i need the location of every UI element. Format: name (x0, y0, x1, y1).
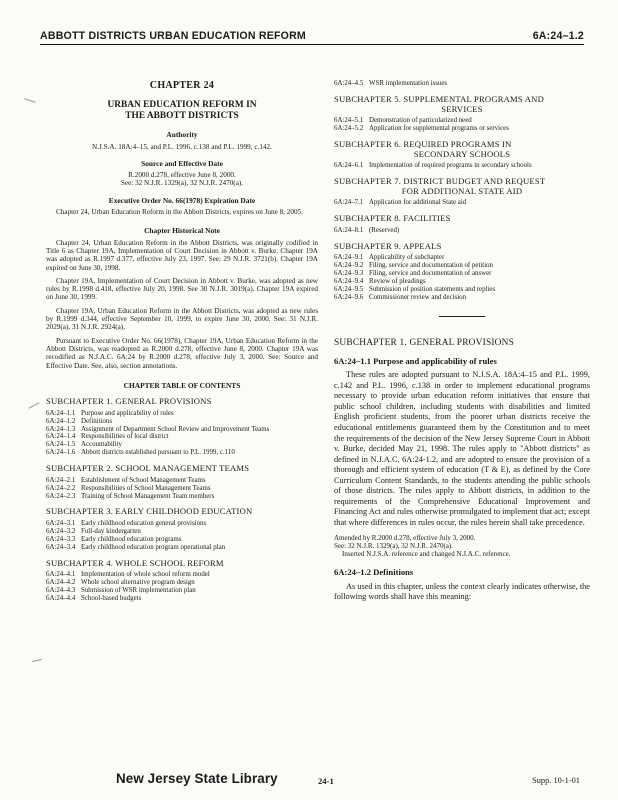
source-heading: Source and Effective Date (141, 158, 223, 168)
section-1-2-heading: 6A:24–1.2 Definitions (334, 567, 414, 578)
section-1-1-heading: 6A:24–1.1 Purpose and applicability of rules (334, 355, 497, 366)
history-line-1: Amended by R.2000 d.278, effective July 3, 2000. (334, 534, 476, 543)
toc-subchapter-7-line-2: FOR ADDITIONAL STATE AID (401, 185, 523, 196)
toc-subchapter-3: SUBCHAPTER 3. EARLY CHILDHOOD EDUCATION (46, 506, 253, 517)
toc-item[interactable]: 6A:24–1.1 Purpose and applicability of rules (46, 409, 174, 417)
authority-heading: Authority (166, 130, 198, 140)
chapter-title-line-2: THE ABBOTT DISTRICTS (125, 111, 239, 122)
toc-item[interactable]: 6A:24–2.2 Responsibilities of School Management Teams (46, 484, 211, 492)
toc-item[interactable]: 6A:24–1.4 Responsibilities of local district (46, 433, 169, 441)
toc-subchapter-6-line-2: SECONDARY SCHOOLS (413, 148, 511, 159)
toc-subchapter-4: SUBCHAPTER 4. WHOLE SCHOOL REFORM (46, 557, 224, 568)
historical-note-heading: Chapter Historical Note (144, 226, 220, 236)
toc-subchapter-6 (334, 140, 590, 159)
toc-subchapter-1: SUBCHAPTER 1. GENERAL PROVISIONS (46, 396, 212, 407)
toc-list-subchapter-5 (334, 117, 590, 133)
table-of-contents-heading: CHAPTER TABLE OF CONTENTS (123, 380, 241, 390)
toc-subchapter-7 (334, 177, 590, 196)
header-section-number: 6A:24–1.2 (532, 30, 584, 42)
toc-list-subchapter-1 (46, 410, 318, 457)
toc-item[interactable]: 6A:24–2.3 Training of School Management Team members (46, 492, 215, 500)
source-line-2: See: 32 N.J.R. 1329(a), 32 N.J.R. 2470(a). (120, 179, 244, 188)
library-stamp: New Jersey State Library (116, 771, 278, 786)
section-divider (439, 316, 485, 317)
history-line-2: See: 32 N.J.R. 1329(a), 32 N.J.R. 2470(a). (334, 542, 453, 551)
section-1-2-body: As used in this chapter, unless the context clearly indicates otherwise, the following words shall have this meaning: (334, 581, 590, 602)
history-line-3: Inserted N.J.S.A. reference and changed N.J.A.C. reference. (342, 550, 511, 559)
toc-item[interactable]: 6A:24–5.1 Demonstration of particularized need (334, 117, 472, 125)
toc-item[interactable]: 6A:24–9.4 Review of pleadings (334, 277, 426, 285)
toc-item[interactable]: 6A:24–9.3 Filing, service and documentation of answer (334, 270, 492, 277)
toc-item[interactable]: 6A:24–1.3 Assignment of Department School Review and Improvement Teams (46, 425, 270, 433)
toc-list-subchapter-4 (46, 571, 318, 603)
toc-item[interactable]: 6A:24–1.2 Definitions (46, 417, 113, 425)
source-line-1: R.2000 d.278, effective June 8, 2000. (128, 171, 236, 180)
toc-item[interactable]: 6A:24–9.5 Submission of position statements and replies (334, 285, 496, 293)
toc-list-subchapter-3 (46, 520, 318, 552)
executive-order-text: Chapter 24, Urban Education Reform in the Abbott Districts, expires on June 8, 2005. (56, 208, 303, 217)
toc-subchapter-7-line-1: SUBCHAPTER 7. DISTRICT BUDGET AND REQUEST (334, 176, 546, 186)
chapter-number: CHAPTER 24 (149, 80, 215, 91)
toc-subchapter-8: SUBCHAPTER 8. FACILITIES (334, 213, 451, 224)
toc-list-subchapter-6 (334, 162, 590, 170)
toc-item[interactable]: 6A:24–4.5 WSR implementation issues (334, 80, 448, 87)
toc-item[interactable]: 6A:24–3.4 Early childhood education program operational plan (46, 543, 226, 551)
chapter-title (46, 100, 318, 122)
toc-subchapter-5-line-1: SUBCHAPTER 5. SUPPLEMENTAL PROGRAMS AND (334, 93, 544, 104)
right-column (334, 80, 590, 609)
page-number: 24-1 (318, 776, 334, 786)
toc-subchapter-5 (334, 95, 590, 114)
toc-item[interactable]: 6A:24–3.2 Full-day kindergarten (46, 527, 141, 535)
toc-item[interactable]: 6A:24–5.2 Application for supplemental programs or services (334, 125, 509, 132)
section-1-1-history (334, 534, 590, 558)
toc-item[interactable]: 6A:24–9.6 Commissioner review and decision (334, 293, 467, 301)
left-column (46, 80, 318, 603)
chapter-title-line-1: URBAN EDUCATION REFORM IN (107, 100, 257, 111)
toc-item[interactable]: 6A:24–4.1 Implementation of whole school reform model (46, 571, 210, 579)
toc-subchapter-2: SUBCHAPTER 2. SCHOOL MANAGEMENT TEAMS (46, 463, 250, 474)
toc-item[interactable]: 6A:24–1.5 Accountability (46, 441, 122, 449)
executive-order-heading: Executive Order No. 66(1978) Expiration Date (108, 195, 256, 205)
section-1-1-body: These rules are adopted pursuant to N.J.S.A. 18A:4–15 and P.L. 1999, c.142 and P.L. 1996, c.138 in order to implement educational programs necessary to provide urban education reform initiatives that ensure that public school children, including students with disabilities and limited English proficient students, from the poorer urban districts receive the educational entitlements guaranteed them by the Constitution and to meet the requirements of the decision of the New Jersey Supreme Court in Abbott v. Burke, decided May 21, 1998. The rules apply to "Abbott districts" as defined in N.J.A.C. 6A:24-1.2, and are adopted to ensure the provision of a thorough and efficient system of education (T & E), as defined by the Core Curriculum Content Standards, to the students attending the public schools of those districts. The rules apply to Abbott districts, in addition to the requirements of the Comprehensive Educational Improvement and Financing Act and rules otherwise promulgated to implement that act; except that where differences in rules occur, the rules herein shall take precedence. (334, 370, 590, 527)
toc-item[interactable]: 6A:24–3.3 Early childhood education programs (46, 535, 182, 543)
header-title: ABBOTT DISTRICTS URBAN EDUCATION REFORM (40, 30, 306, 42)
toc-item[interactable]: 6A:24–4.2 Whole school alternative program design (46, 579, 195, 587)
toc-item[interactable]: 6A:24–1.6 Abbott districts established pursuant to P.L. 1999, c.110 (46, 449, 235, 457)
toc-list-subchapter-2 (46, 477, 318, 501)
margin-mark (28, 402, 39, 409)
toc-item[interactable]: 6A:24–9.2 Filing, service and documentation of petition (334, 262, 494, 270)
margin-mark (24, 98, 36, 103)
historical-note-paragraph-4: Pursuant to Executive Order No. 66(1978), Chapter 19A, Urban Education Reform in the Abbott Districts, was readopted as R.2000 d.278, effective June 8, 2000. Chapter 19A was recodified as N.J.A.C. 6A:24 by R.2000 d.278, effective July 3, 2000. See: Source and Effective Date. See, also, section annotations. (46, 336, 318, 370)
toc-item[interactable]: 6A:24–3.1 Early childhood education general provisions (46, 520, 207, 528)
toc-list-subchapter-7 (334, 199, 590, 207)
toc-item[interactable]: 6A:24–7.1 Application for additional State aid (334, 199, 467, 207)
toc-subchapter-5-line-2: SERVICES (441, 103, 483, 114)
toc-item[interactable]: 6A:24–4.3 Submission of WSR implementation plan (46, 587, 196, 595)
historical-note-paragraph-1: Chapter 24, Urban Education Reform in the Abbott Districts, was originally codified in Title 6 as Chapter 19A, Implementation of Court Decision in Abbott v. Burke. Chapter 19A was adopted as R.1997 d.377, effective July 23, 1997. See: 29 N.J.R. 3721(b). Chapter 19A expired on June 30, 1998. (46, 238, 318, 272)
toc-item[interactable]: 6A:24–9.1 Applicability of subchapter (334, 254, 445, 262)
subchapter-1-title: SUBCHAPTER 1. GENERAL PROVISIONS (334, 337, 515, 348)
toc-list-subchapter-9 (334, 254, 590, 301)
running-header (40, 28, 584, 45)
historical-note-paragraph-2: Chapter 19A, Implementation of Court Decision in Abbott v. Burke, was adopted as new rules by R.1998 d.418, effective July 20, 1998. See 30 N.J.R. 3019(a). Chapter 19A expired on June 30, 1999. (46, 276, 318, 302)
historical-note-paragraph-3: Chapter 19A, Urban Education Reform in the Abbott Districts, was adopted as new rules by R.1999 d.344, effective September 10, 1999, to expire June 30, 2000. See: 31 N.J.R. 2029(a), 31 N.J.R. 2924(a). (46, 306, 318, 332)
toc-item[interactable]: 6A:24–8.1 (Reserved) (334, 226, 400, 234)
toc-item[interactable]: 6A:24–4.4 School-based budgets (46, 595, 142, 602)
toc-item[interactable]: 6A:24–2.1 Establishment of School Management Teams (46, 476, 206, 484)
toc-list-subchapter-8 (334, 227, 590, 235)
authority-text: N.J.S.A. 18A:4–15, and P.L. 1996, c.138 and P.L. 1999, c.142. (92, 142, 272, 151)
toc-list-subchapter-4-continued (334, 80, 590, 88)
margin-mark (32, 659, 42, 662)
toc-subchapter-6-line-1: SUBCHAPTER 6. REQUIRED PROGRAMS IN (334, 138, 512, 149)
supplement-date: Supp. 10-1-01 (532, 776, 580, 785)
toc-item[interactable]: 6A:24–6.1 Implementation of required programs in secondary schools (334, 162, 532, 170)
toc-subchapter-9: SUBCHAPTER 9. APPEALS (334, 240, 442, 251)
